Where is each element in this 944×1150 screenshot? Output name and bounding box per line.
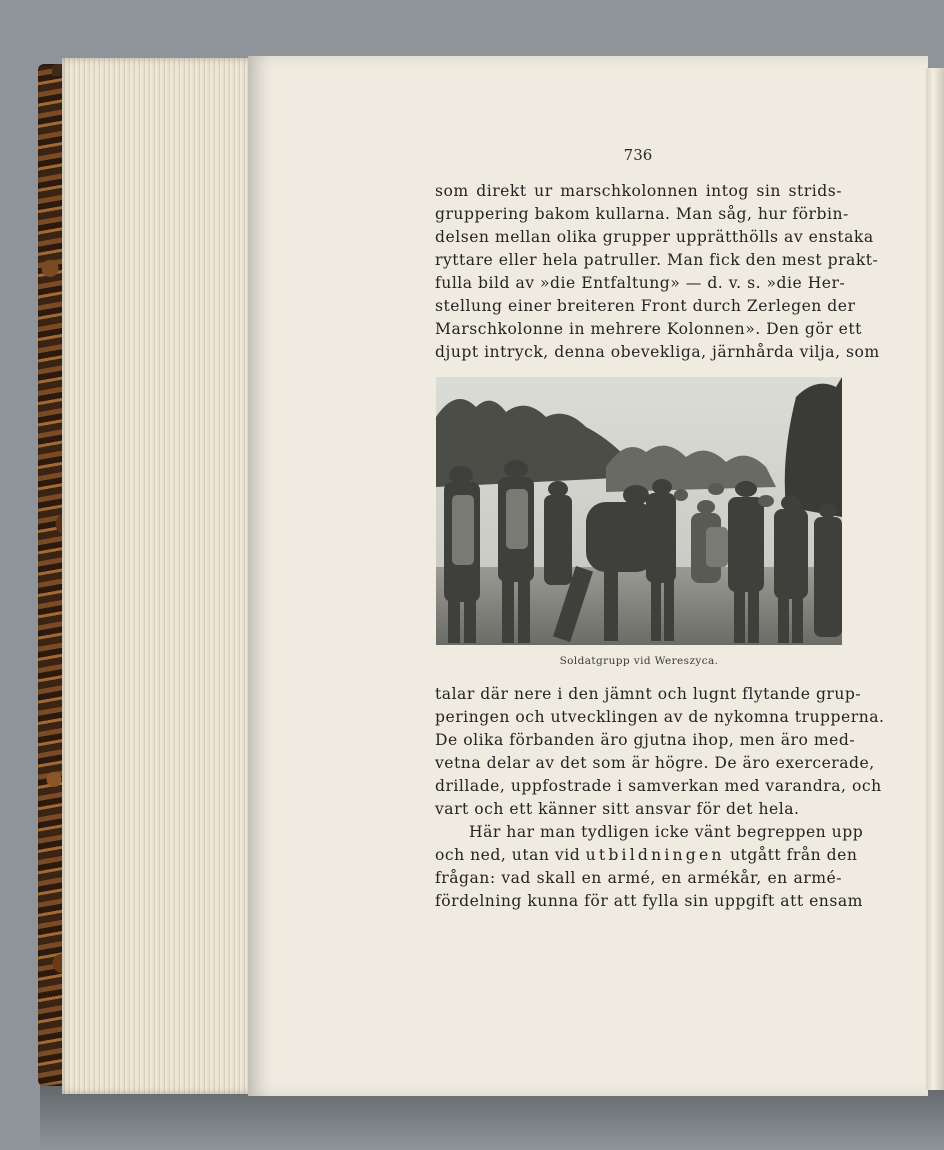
- text-line: vetna delar av det som är högre. De äro exercerade,: [435, 754, 875, 772]
- paragraph-bottom: [435, 683, 885, 821]
- text-segment: och ned, utan vid: [435, 846, 586, 864]
- text-segment: utgått från den: [724, 846, 858, 864]
- paragraph-top: [435, 180, 880, 364]
- text-line: stellung einer breiteren Front durch Zerlegen der: [435, 297, 856, 315]
- text-line: fördelning kunna för att fylla sin uppgift att ensam: [435, 892, 863, 910]
- spaced-emphasis-word: utbildningen: [585, 846, 725, 864]
- text-line: frågan: vad skall en armé, en armékår, en armé-: [435, 869, 842, 887]
- paragraph-last: [435, 821, 864, 913]
- text-line: Här har man tydligen icke vänt begreppen upp: [469, 823, 864, 841]
- text-line: delsen mellan olika grupper upprätthölls av enstaka: [435, 228, 874, 246]
- text-line: som direkt ur marschkolonnen intog sin strids-: [435, 182, 842, 200]
- text-line: De olika förbanden äro gjutna ihop, men äro med-: [435, 731, 856, 749]
- text-line: drillade, uppfostrade i samverkan med varandra, och: [435, 777, 882, 795]
- page-stack-right: [926, 68, 944, 1090]
- text-line: fulla bild av »die Entfaltung» — d. v. s. »die Her-: [435, 274, 846, 292]
- photo-illustration: [436, 377, 842, 645]
- page-stack-left: [62, 58, 252, 1094]
- text-line: Marschkolonne in mehrere Kolonnen». Den gör ett: [435, 320, 862, 338]
- text-line: ryttare eller hela patruller. Man fick den mest prakt-: [435, 251, 879, 269]
- photo-caption: Soldatgrupp vid Wereszyca.: [559, 655, 719, 667]
- page-number: 736: [623, 146, 653, 164]
- text-line: peringen och utvecklingen av de nykomna trupperna.: [435, 708, 885, 726]
- text-line: talar där nere i den jämnt och lugnt flytande grup-: [435, 685, 862, 703]
- soldier-group-photo: [436, 377, 842, 645]
- text-line: djupt intryck, denna obevekliga, järnhårda vilja, som: [435, 343, 880, 361]
- text-line: vart och ett känner sitt ansvar för det hela.: [435, 800, 800, 818]
- text-line: gruppering bakom kullarna. Man såg, hur förbin-: [435, 205, 849, 223]
- text-line-emphasis: [435, 844, 858, 867]
